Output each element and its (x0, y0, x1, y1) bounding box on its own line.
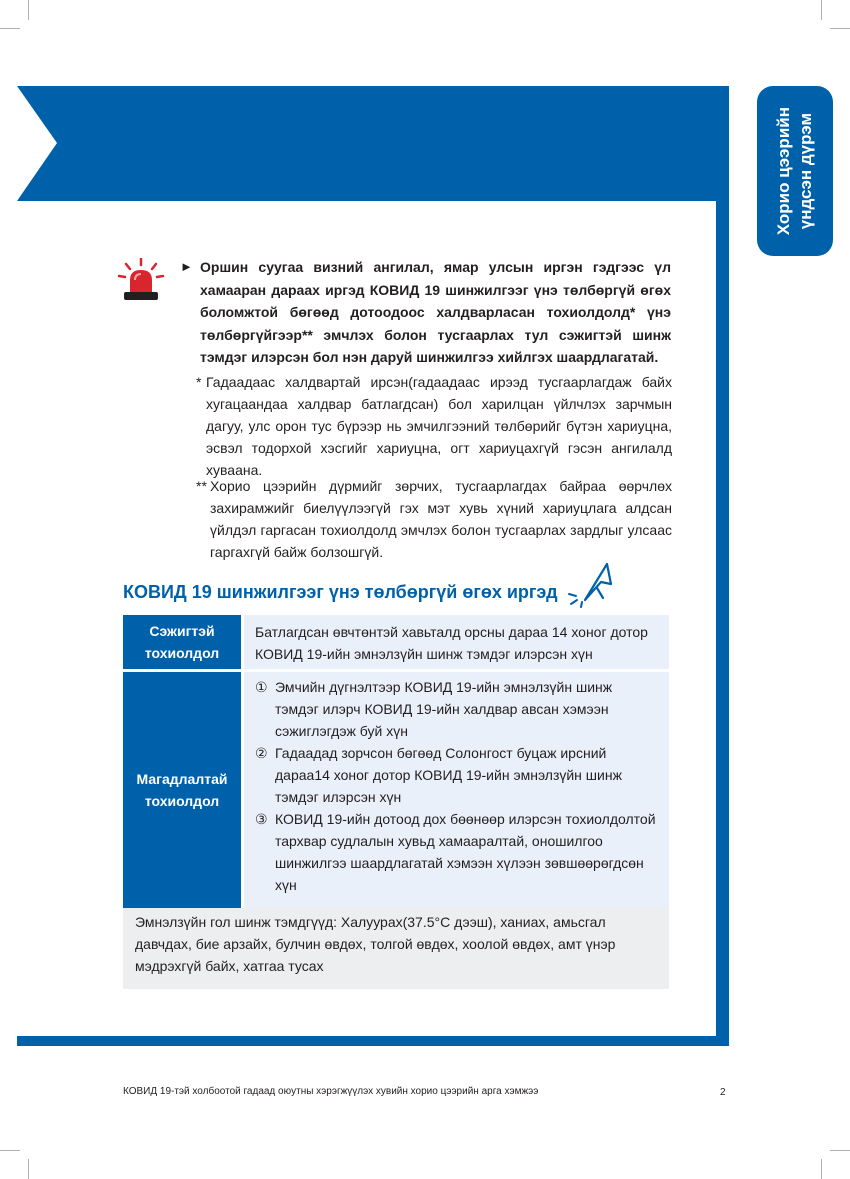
footnote-mark: * (196, 374, 202, 390)
symptoms-box: Эмнэлзүйн гол шинж тэмдгүүд: Халуурах(37.5°C дээш), ханиах, амьсгал давчдах, бие арзайх, булчин өвдөх, толгой өвдөх, хоолой өвдөх, амт үнэр мэдрэхгүй байх, хатгаа тусах (123, 908, 669, 989)
footnote-text: Гадаадаас халдвартай ирсэн(гадаадаас ирээд тусгаарлагдаж байх хугацаандаа халдвар батлагдсан) бол харилцан үйлчлэх зарчмын дагуу, улс орон тус бүрээр нь эмчилгээний төлбөрийг бүтэн хариуцна, эсвэл тодорхой хэсгийг хариуцна, огт хариуцахгүй гэсэн ангилалд хуваана. (206, 374, 672, 478)
table-row (123, 615, 669, 669)
crop-mark (830, 28, 850, 29)
lead-arrow-icon: ► (180, 259, 193, 274)
header-notch (17, 86, 57, 201)
table-row (123, 672, 669, 908)
siren-icon (116, 258, 166, 302)
row-cell-suspected: Батлагдсан өвчтөнтэй хавьталд орсны дараа 14 хоног дотор КОВИД 19-ийн эмнэлзүйн шинж тэмдэг илэрсэн хүн (244, 615, 669, 669)
list-item (255, 676, 659, 742)
row-header-probable: Магадлалтай тохиолдол (123, 672, 241, 908)
side-tab-label: Хорио цээрийн үндсэн дүрэм (774, 106, 815, 236)
row-cell-probable (244, 672, 669, 908)
lead-paragraph (180, 256, 671, 369)
footnote-text: Хорио цээрийн дүрмийг зөрчих, тусгаарлагдах байраа өөрчлөх захирамжийг биелүүлээгүй гэх мэт хувь хүний хариуцлага алдсан үйлдэл гаргасан тохиолдолд эмчлэх болон тусгаарлах зардлыг улсаас гаргахгүй байж болзошгүй. (210, 478, 672, 560)
header-band (57, 86, 729, 201)
list-item (255, 742, 659, 808)
item-number: ① (255, 679, 268, 695)
footnote-1 (196, 371, 672, 481)
item-number: ③ (255, 811, 268, 827)
lead-text: Оршин суугаа визний ангилал, ямар улсын иргэн гэдгээс үл хамааран дараах иргэд КОВИД 19 шинжилгээг үнэ төлбөргүй өгөх боломжтой бөгөөд дотоодоос халдварласан тохиолдолд* үнэ төлбөргүйгээр** эмчлэх болон тусгаарлах тул сэжигтэй шинж тэмдэг илэрсэн бол нэн даруй шинжилгээ хийлгэх шаардлагатай. (200, 259, 671, 366)
crop-mark (28, 0, 29, 20)
eligibility-table (123, 615, 669, 911)
footer-text: КОВИД 19-тэй холбоотой гадаад оюутны хэрэгжүүлэх хувийн хорио цээрийн арга хэмжээ (123, 1086, 539, 1097)
footnote-mark: ** (196, 478, 207, 494)
item-text: КОВИД 19-ийн дотоод дох бөөнөөр илэрсэн тохиолдолтой тархвар судлалын хувьд хамааралтай, оношилгоо шинжилгээ шаардлагатай хэмээн хүлээн зөвшөөрөгдсөн хүн (275, 811, 656, 893)
item-text: Гадаадад зорчсон бөгөөд Солонгост буцаж ирсний дараа14 хоног дотор КОВИД 19-ийн эмнэлзүйн шинж тэмдэг илэрсэн хүн (275, 745, 622, 805)
row-header-suspected: Сэжигтэй тохиолдол (123, 615, 241, 669)
crop-mark (28, 1159, 29, 1179)
crop-mark (0, 28, 20, 29)
frame-bottom (17, 1036, 729, 1046)
frame-right (716, 86, 729, 1046)
item-number: ② (255, 745, 268, 761)
crop-mark (830, 1150, 850, 1151)
click-cursor-icon (563, 558, 619, 608)
crop-mark (821, 1159, 822, 1179)
side-tab (757, 86, 833, 256)
crop-mark (0, 1150, 20, 1151)
list-item (255, 808, 659, 896)
crop-mark (821, 0, 822, 20)
item-text: Эмчийн дүгнэлтээр КОВИД 19-ийн эмнэлзүйн шинж тэмдэг илэрч КОВИД 19-ийн халдвар авсан хэмээн сэжиглэгдэж буй хүн (275, 679, 613, 739)
page-number: 2 (720, 1087, 726, 1098)
footnote-2 (196, 475, 672, 563)
section-title: КОВИД 19 шинжилгээг үнэ төлбөргүй өгөх иргэд (123, 582, 558, 602)
